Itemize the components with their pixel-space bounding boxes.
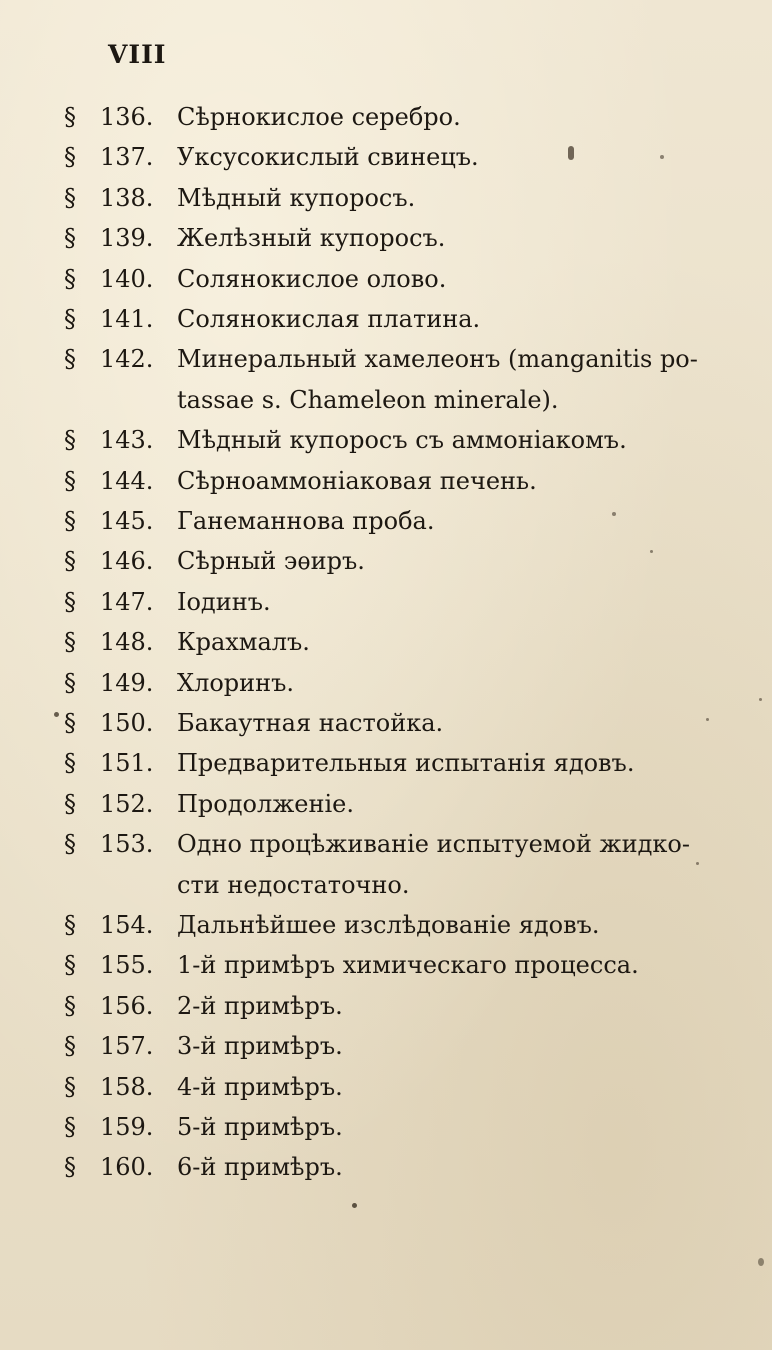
section-sign: § bbox=[64, 628, 76, 657]
section-sign: § bbox=[64, 991, 76, 1020]
section-sign: § bbox=[64, 466, 76, 495]
section-number: 141. bbox=[100, 305, 154, 333]
section-number: 149. bbox=[100, 668, 154, 697]
section-title: Одно процѣживаніе испытуемой жидко- bbox=[177, 830, 690, 859]
paper-speck bbox=[706, 718, 709, 721]
section-sign: § bbox=[64, 587, 76, 616]
paper-speck bbox=[650, 550, 653, 553]
section-number: 144. bbox=[100, 466, 154, 495]
section-sign: § bbox=[64, 103, 76, 131]
paper-speck bbox=[759, 698, 762, 701]
section-sign: § bbox=[64, 668, 76, 697]
section-number: 137. bbox=[100, 143, 154, 172]
section-number: 138. bbox=[100, 183, 154, 212]
section-number: 157. bbox=[100, 1032, 154, 1061]
section-number: 145. bbox=[100, 507, 154, 535]
section-sign: § bbox=[64, 749, 76, 778]
section-sign: § bbox=[64, 426, 76, 455]
section-number: 140. bbox=[100, 264, 154, 293]
section-title: Хлоринъ. bbox=[177, 668, 295, 697]
paper-speck bbox=[696, 862, 699, 865]
section-number: 146. bbox=[100, 547, 154, 576]
section-sign: § bbox=[64, 1032, 76, 1061]
section-title: Желѣзный купоросъ. bbox=[177, 224, 446, 253]
paper-speck bbox=[54, 712, 59, 717]
page-number: VIII bbox=[108, 40, 167, 69]
section-title: 2-й примѣръ. bbox=[177, 991, 343, 1020]
section-number: 154. bbox=[100, 911, 154, 939]
section-sign: § bbox=[64, 305, 76, 333]
section-title: 4-й примѣръ. bbox=[177, 1072, 343, 1101]
paper-speck bbox=[758, 1258, 764, 1266]
section-number: 151. bbox=[100, 749, 154, 778]
section-number: 155. bbox=[100, 951, 154, 980]
section-title: Мѣдный купоросъ съ аммоніакомъ. bbox=[177, 426, 627, 455]
section-sign: § bbox=[64, 345, 76, 374]
paper-speck bbox=[352, 1203, 357, 1208]
section-title: 6-й примѣръ. bbox=[177, 1153, 343, 1182]
section-title: Сѣрноаммоніаковая печень. bbox=[177, 466, 537, 495]
section-number: 143. bbox=[100, 426, 154, 455]
section-title: Дальнѣйшее изслѣдованіе ядовъ. bbox=[177, 911, 600, 939]
section-number: 142. bbox=[100, 345, 154, 374]
section-sign: § bbox=[64, 951, 76, 980]
section-sign: § bbox=[64, 183, 76, 212]
section-title: Предварительныя испытанія ядовъ. bbox=[177, 749, 635, 778]
section-number: 150. bbox=[100, 709, 154, 737]
section-title: Бакаутная настойка. bbox=[177, 709, 444, 737]
section-number: 156. bbox=[100, 991, 154, 1020]
section-number: 153. bbox=[100, 830, 154, 859]
section-sign: § bbox=[64, 507, 76, 535]
section-title: Сѣрнокислое серебро. bbox=[177, 103, 461, 131]
section-sign: § bbox=[64, 143, 76, 172]
section-title: 1-й примѣръ химическаго процесса. bbox=[177, 951, 639, 980]
section-sign: § bbox=[64, 1113, 76, 1141]
paper-speck bbox=[612, 512, 616, 516]
section-sign: § bbox=[64, 1153, 76, 1182]
section-number: 148. bbox=[100, 628, 154, 657]
section-number: 139. bbox=[100, 224, 154, 253]
section-title: Минеральный хамелеонъ (manganitis po- bbox=[177, 345, 698, 374]
section-title: Солянокислая платина. bbox=[177, 305, 481, 333]
section-title: 3-й примѣръ. bbox=[177, 1032, 343, 1061]
section-number: 136. bbox=[100, 103, 154, 131]
section-title: Уксусокислый свинецъ. bbox=[177, 143, 479, 172]
section-sign: § bbox=[64, 709, 76, 737]
section-sign: § bbox=[64, 789, 76, 818]
section-sign: § bbox=[64, 547, 76, 576]
section-sign: § bbox=[64, 264, 76, 293]
section-title: 5-й примѣръ. bbox=[177, 1113, 343, 1141]
section-title-continuation: сти недостаточно. bbox=[177, 870, 410, 899]
section-sign: § bbox=[64, 1072, 76, 1101]
paper-speck bbox=[660, 155, 664, 159]
section-title: Мѣдный купоросъ. bbox=[177, 183, 416, 212]
section-number: 147. bbox=[100, 587, 154, 616]
section-title: Продолженіе. bbox=[177, 789, 354, 818]
section-number: 158. bbox=[100, 1072, 154, 1101]
section-title: Сѣрный эѳиръ. bbox=[177, 547, 365, 576]
section-sign: § bbox=[64, 830, 76, 859]
section-title: Крахмалъ. bbox=[177, 628, 310, 657]
section-title: Іодинъ. bbox=[177, 587, 271, 616]
section-number: 152. bbox=[100, 789, 154, 818]
section-title: Солянокислое олово. bbox=[177, 264, 447, 293]
section-sign: § bbox=[64, 224, 76, 253]
section-title-continuation: tassae s. Chameleon minerale). bbox=[177, 385, 559, 414]
section-number: 160. bbox=[100, 1153, 154, 1182]
section-number: 159. bbox=[100, 1113, 154, 1141]
section-sign: § bbox=[64, 911, 76, 939]
section-title: Ганеманнова проба. bbox=[177, 507, 435, 535]
paper-speck bbox=[568, 146, 574, 160]
